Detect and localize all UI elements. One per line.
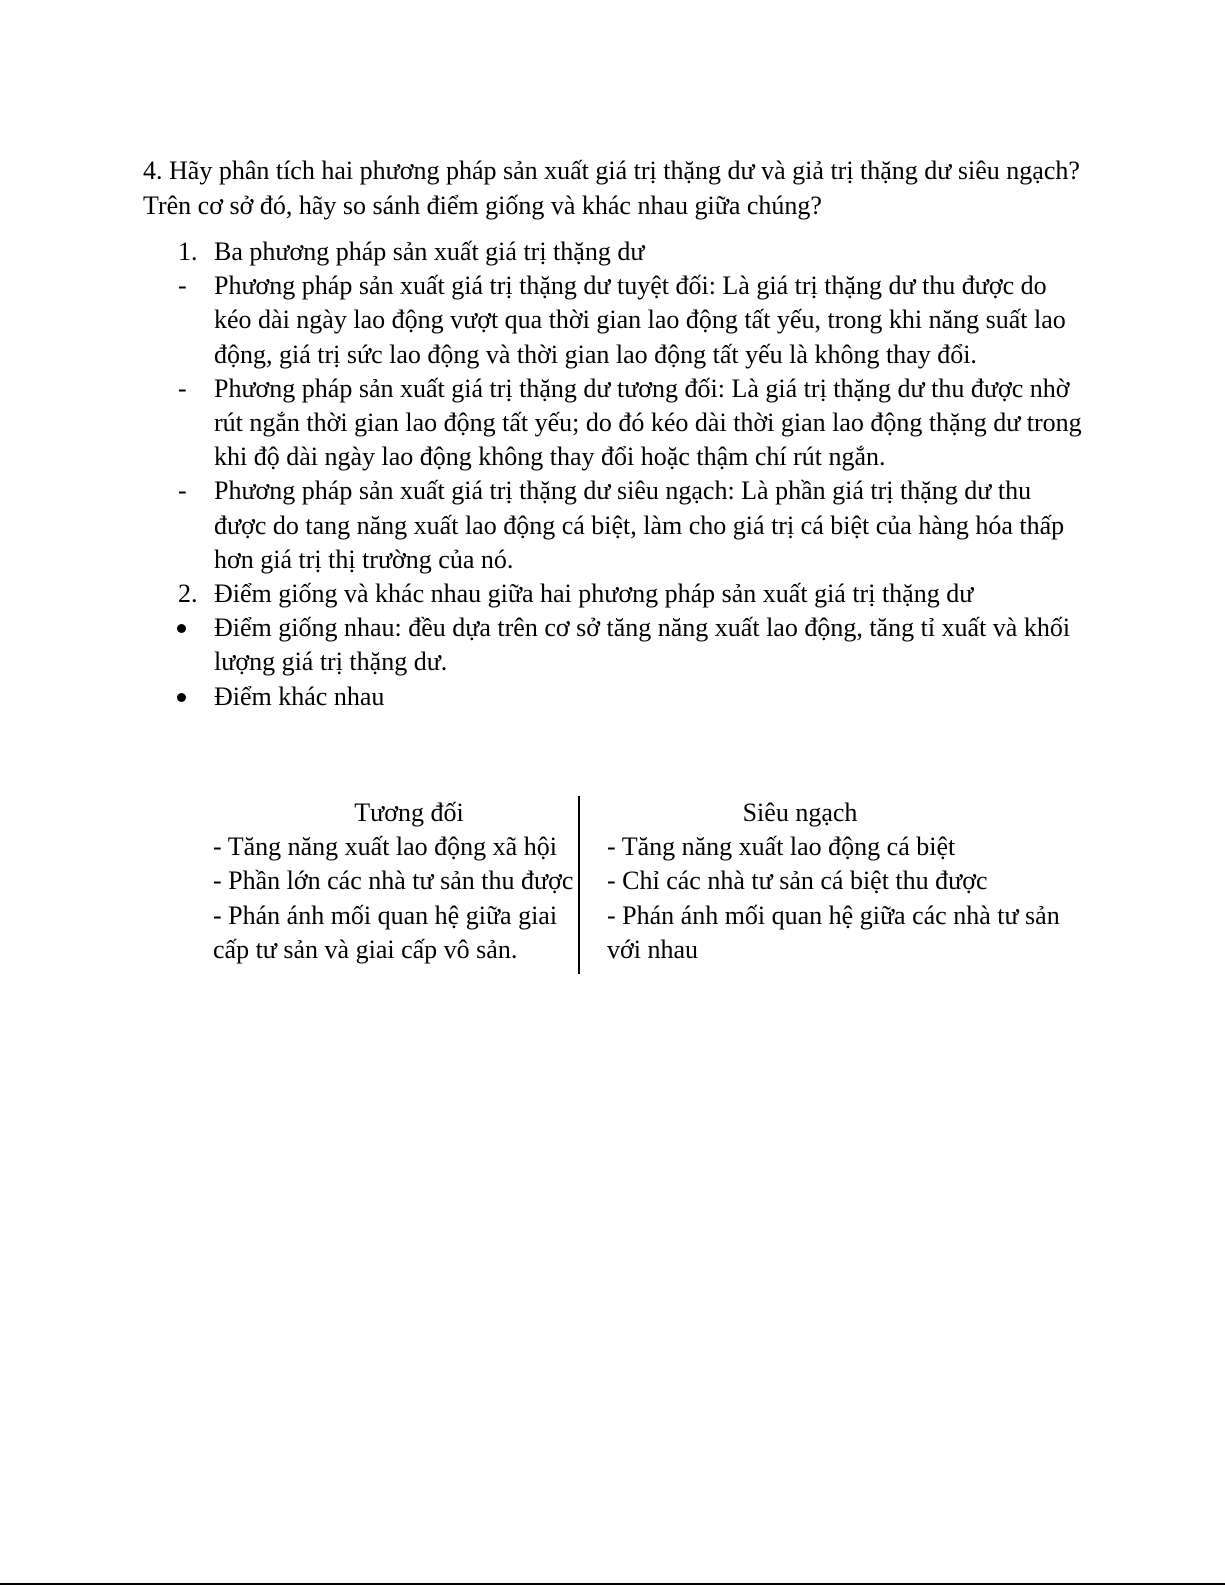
bullet-icon	[177, 693, 186, 702]
list-item-text: Điểm giống và khác nhau giữa hai phương pháp sản xuất giá trị thặng dư	[214, 579, 974, 609]
list-number: 1.	[178, 237, 198, 266]
table-cell: - Phần lớn các nhà tư sản thu được	[213, 866, 574, 896]
list-item-text: Ba phương pháp sản xuất giá trị thặng dư	[214, 237, 645, 266]
answer-list	[143, 235, 1083, 714]
comparison-column-super-profit	[607, 796, 1073, 967]
list-number: 2.	[178, 579, 198, 609]
table-cell: - Tăng năng xuất lao động xã hội	[213, 832, 557, 862]
list-item-differences	[143, 680, 1083, 714]
list-item-text: Điểm giống nhau: đều dựa trên cơ sở tăng năng xuất lao động, tăng tỉ xuất và khối lượng giá trị thặng dư.	[214, 613, 1071, 677]
list-item-absolute-method	[143, 269, 1083, 372]
column-header-relative: Tương đối	[354, 798, 464, 827]
list-item-heading-2	[143, 577, 1083, 611]
table-cell: - Chỉ các nhà tư sản cá biệt thu được	[607, 866, 988, 896]
table-cell: - Phán ánh mối quan hệ giữa các nhà tư sản với nhau	[607, 900, 1060, 964]
dash-marker: -	[178, 476, 187, 506]
list-item-relative-method	[143, 372, 1083, 475]
table-cell: - Phán ánh mối quan hệ giữa giai cấp tư sản và giai cấp vô sản.	[213, 900, 558, 964]
dash-marker: -	[178, 373, 187, 403]
dash-marker: -	[178, 271, 187, 301]
comparison-column-relative	[213, 796, 605, 967]
list-item-text: Điểm khác nhau	[214, 681, 385, 711]
question-text: 4. Hãy phân tích hai phương pháp sản xuất giá trị thặng dư và giả trị thặng dư siêu ngạch? Trên cơ sở đó, hãy so sánh điểm giống và khác nhau giữa chúng?	[143, 156, 1080, 220]
bullet-icon	[177, 624, 186, 633]
list-item-text: Phương pháp sản xuất giá trị thặng dư tương đối: Là giá trị thặng dư thu được nhờ rút ngắn thời gian lao động tất yếu; do đó kéo dài thời gian lao động thặng dư trong khi độ dài ngày lao động không thay đổi hoặc thậm chí rút ngắn.	[214, 373, 1082, 472]
table-cell: - Tăng năng xuất lao động cá biệt	[607, 832, 956, 862]
comparison-table	[213, 796, 1073, 976]
column-divider	[578, 796, 580, 974]
list-item-heading-1	[143, 235, 1083, 269]
column-header-super-profit: Siêu ngạch	[742, 798, 858, 827]
list-item-super-profit-method	[143, 474, 1083, 577]
list-item-text: Phương pháp sản xuất giá trị thặng dư siêu ngạch: Là phần giá trị thặng dư thu được do tang năng xuất lao động cá biệt, làm cho giá trị cá biệt của hàng hóa thấp hơn giá trị thị trường của nó.	[214, 476, 1065, 574]
list-item-text: Phương pháp sản xuất giá trị thặng dư tuyệt đối: Là giá trị thặng dư thu được do kéo dài ngày lao động vượt qua thời gian lao động tất yếu, trong khi năng suất lao động, giá trị sức lao động và thời gian lao động tất yếu là không thay đổi.	[214, 271, 1066, 369]
list-item-similarities	[143, 611, 1083, 679]
